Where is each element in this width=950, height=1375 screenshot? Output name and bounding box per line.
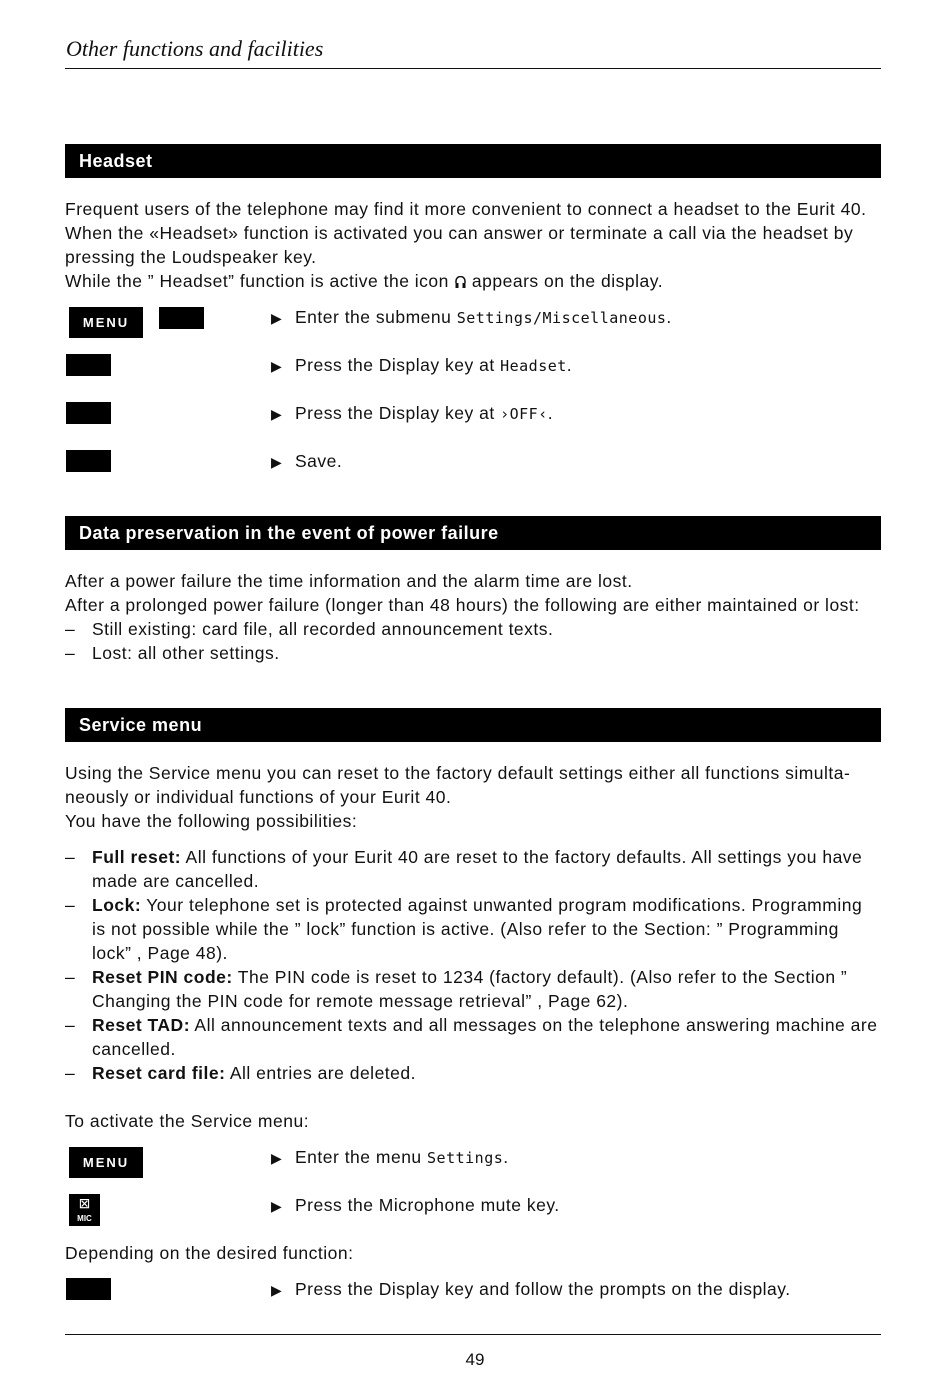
display-key[interactable] (159, 307, 204, 329)
display-key[interactable] (66, 402, 111, 424)
data-preservation-text (65, 569, 885, 665)
section-heading-data-preservation: Data preservation in the event of power failure (65, 516, 881, 550)
list-dash: – (65, 847, 76, 867)
page-header-title: Other functions and facilities (66, 36, 324, 61)
service-depending-text: Depending on the desired function: (65, 1243, 354, 1263)
menu-key[interactable]: MENU (69, 1147, 143, 1178)
display-text: ›OFF‹ (500, 405, 548, 423)
step-text: Press the Display key and follow the prompts on the display. (295, 1279, 791, 1299)
list-dash: – (65, 643, 76, 663)
mic-label: MIC (77, 1214, 92, 1223)
list-item (65, 1013, 880, 1061)
list-dash: – (65, 1015, 76, 1035)
step-text: Enter the menu (295, 1147, 428, 1167)
data-text-line: After a power failure the time information and the alarm time are lost. (65, 571, 633, 591)
step-end: . (547, 403, 554, 423)
service-step-2 (271, 1193, 560, 1218)
step-end: . (666, 307, 672, 327)
step-end: . (503, 1147, 509, 1167)
menu-key[interactable]: MENU (69, 307, 143, 338)
list-dash: – (65, 619, 76, 639)
option-text: All announcement texts and all messages on the telephone answering machine are cancelled. (92, 1015, 878, 1059)
option-label: Full reset: (92, 847, 182, 867)
option-text: The PIN code is reset to 1234 (factory default). (Also refer to the Section ” Changing the PIN code for remote message retrieval” , Page 62). (92, 967, 848, 1011)
section-heading-headset: Headset (65, 144, 881, 178)
service-options-list (65, 845, 880, 1085)
headset-step-2 (271, 353, 572, 378)
option-label: Reset PIN code: (92, 967, 233, 987)
display-text: Settings (427, 1149, 504, 1167)
list-item (65, 617, 885, 641)
headset-text-line: When the «Headset» function is activated you can answer or terminate a call via the headset by (65, 223, 854, 243)
service-activate-text: To activate the Service menu: (65, 1111, 310, 1131)
list-item (65, 1061, 880, 1085)
display-key[interactable] (66, 354, 111, 376)
step-text: Save. (295, 451, 343, 471)
headset-description (65, 197, 885, 293)
headset-text-line (65, 269, 885, 293)
headset-step-3 (271, 401, 553, 426)
arrow-icon: ▶ (271, 454, 283, 470)
service-text-line: Using the Service menu you can reset to the factory default settings either all functions simulta- (65, 763, 851, 783)
headset-icon (455, 276, 466, 289)
headset-text-line: Frequent users of the telephone may find it more convenient to connect a headset to the Eurit 40. (65, 199, 867, 219)
list-item-text: Still existing: card file, all recorded announcement texts. (92, 619, 554, 639)
page-number: 49 (465, 1350, 485, 1369)
list-item (65, 893, 880, 965)
arrow-icon: ▶ (271, 310, 283, 326)
arrow-icon: ▶ (271, 358, 283, 374)
step-text: Enter the submenu (295, 307, 457, 327)
list-item-text: Lost: all other settings. (92, 643, 280, 663)
option-label: Lock: (92, 895, 142, 915)
list-dash: – (65, 1063, 76, 1083)
headset-text-line: pressing the Loudspeaker key. (65, 247, 317, 267)
footer-divider (65, 1334, 881, 1335)
arrow-icon: ▶ (271, 1282, 283, 1298)
section-heading-service-menu: Service menu (65, 708, 881, 742)
option-text: Your telephone set is protected against unwanted program modifications. Programming is not possible while the ” lock” function is active. (Also refer to the Section: ” Programming lock” , Page 48). (92, 895, 863, 963)
headset-icon-sentence-end: appears on the display. (471, 271, 664, 291)
service-step-1 (271, 1145, 509, 1170)
arrow-icon: ▶ (271, 1150, 283, 1166)
service-intro (65, 761, 885, 833)
option-label: Reset card file: (92, 1063, 226, 1083)
service-text-line: You have the following possibilities: (65, 811, 358, 831)
list-item (65, 641, 885, 665)
list-dash: – (65, 967, 76, 987)
step-text: Press the Microphone mute key. (295, 1195, 560, 1215)
data-text-line: After a prolonged power failure (longer than 48 hours) the following are either maintained or lost: (65, 595, 860, 615)
headset-icon-sentence-start: While the ” Headset” function is active the icon (65, 271, 449, 291)
list-dash: – (65, 895, 76, 915)
service-text-line: neously or individual functions of your Eurit 40. (65, 787, 452, 807)
step-end: . (566, 355, 573, 375)
microphone-mute-icon: ⊠ (78, 1195, 91, 1211)
arrow-icon: ▶ (271, 406, 283, 422)
display-text: Settings/Miscellaneous (456, 309, 667, 327)
option-label: Reset TAD: (92, 1015, 191, 1035)
display-key[interactable] (66, 1278, 111, 1300)
display-key[interactable] (66, 450, 111, 472)
option-text: All entries are deleted. (225, 1063, 416, 1083)
display-text: Headset (500, 357, 567, 375)
service-step-3 (271, 1277, 791, 1302)
option-text: All functions of your Eurit 40 are reset to the factory defaults. All settings you have made are cancelled. (92, 847, 863, 891)
step-text: Press the Display key at (295, 355, 501, 375)
step-text: Press the Display key at (295, 403, 501, 423)
microphone-mute-key[interactable] (69, 1194, 100, 1226)
arrow-icon: ▶ (271, 1198, 283, 1214)
header-divider (65, 68, 881, 69)
headset-step-1 (271, 305, 672, 330)
list-item (65, 845, 880, 893)
list-item (65, 965, 880, 1013)
headset-step-4 (271, 449, 342, 474)
